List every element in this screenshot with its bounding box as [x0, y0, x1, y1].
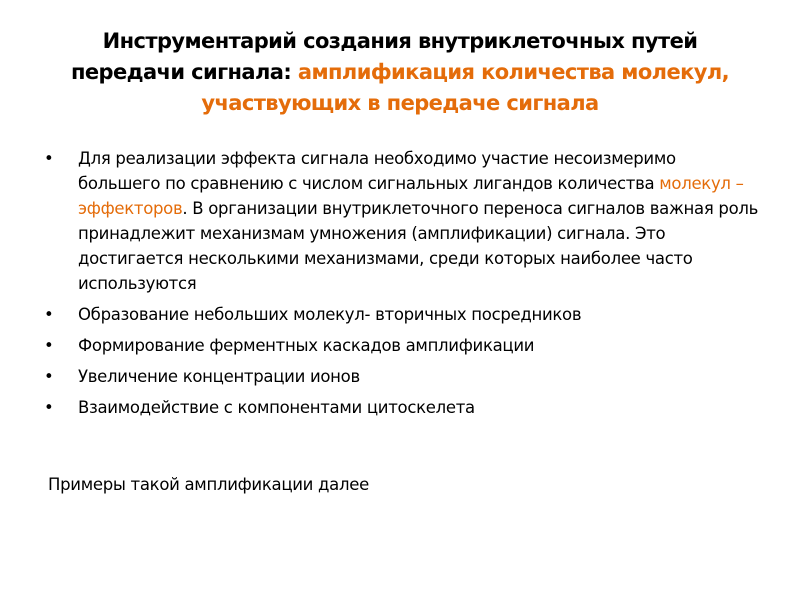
- bullet-text: Взаимодействие с компонентами цитоскелета: [78, 398, 475, 417]
- bullet-text: Образование небольших молекул- вторичных посредников: [78, 305, 582, 324]
- slide-title: [60, 26, 740, 119]
- bullet-item-ion-concentration: [40, 364, 760, 389]
- bullet-item-second-messengers: [40, 302, 760, 327]
- bullet-item-cytoskeleton: [40, 395, 760, 420]
- bullet-item-intro: [40, 146, 760, 296]
- bullet-marker: •: [44, 336, 54, 355]
- bullet-text: Увеличение концентрации ионов: [78, 367, 360, 386]
- intro-text-end: . В организации внутриклеточного переноса сигналов важная роль принадлежит механизмам умножения (амплификации) сигнала. Это достигается несколькими механизмами, среди которых наиболее часто используются: [78, 199, 759, 293]
- title-main: Инструментарий создания внутриклеточных путей передачи сигнала:: [70, 29, 698, 84]
- intro-text-start: Для реализации эффекта сигнала необходимо участие несоизмеримо большего по сравнению с числом сигнальных лигандов количества: [78, 149, 676, 193]
- bullet-item-enzyme-cascades: [40, 333, 760, 358]
- bullet-marker: •: [44, 305, 54, 324]
- footer-note: Примеры такой амплификации далее: [48, 475, 369, 494]
- bullet-text: Формирование ферментных каскадов амплификации: [78, 336, 535, 355]
- title-highlight: амплификация количества молекул, участвующих в передаче сигнала: [201, 60, 730, 115]
- bullet-list: [40, 146, 760, 426]
- bullet-marker: •: [44, 398, 54, 417]
- bullet-marker: •: [44, 149, 54, 168]
- intro-highlight: молекул – эффекторов: [78, 174, 744, 218]
- bullet-marker: •: [44, 367, 54, 386]
